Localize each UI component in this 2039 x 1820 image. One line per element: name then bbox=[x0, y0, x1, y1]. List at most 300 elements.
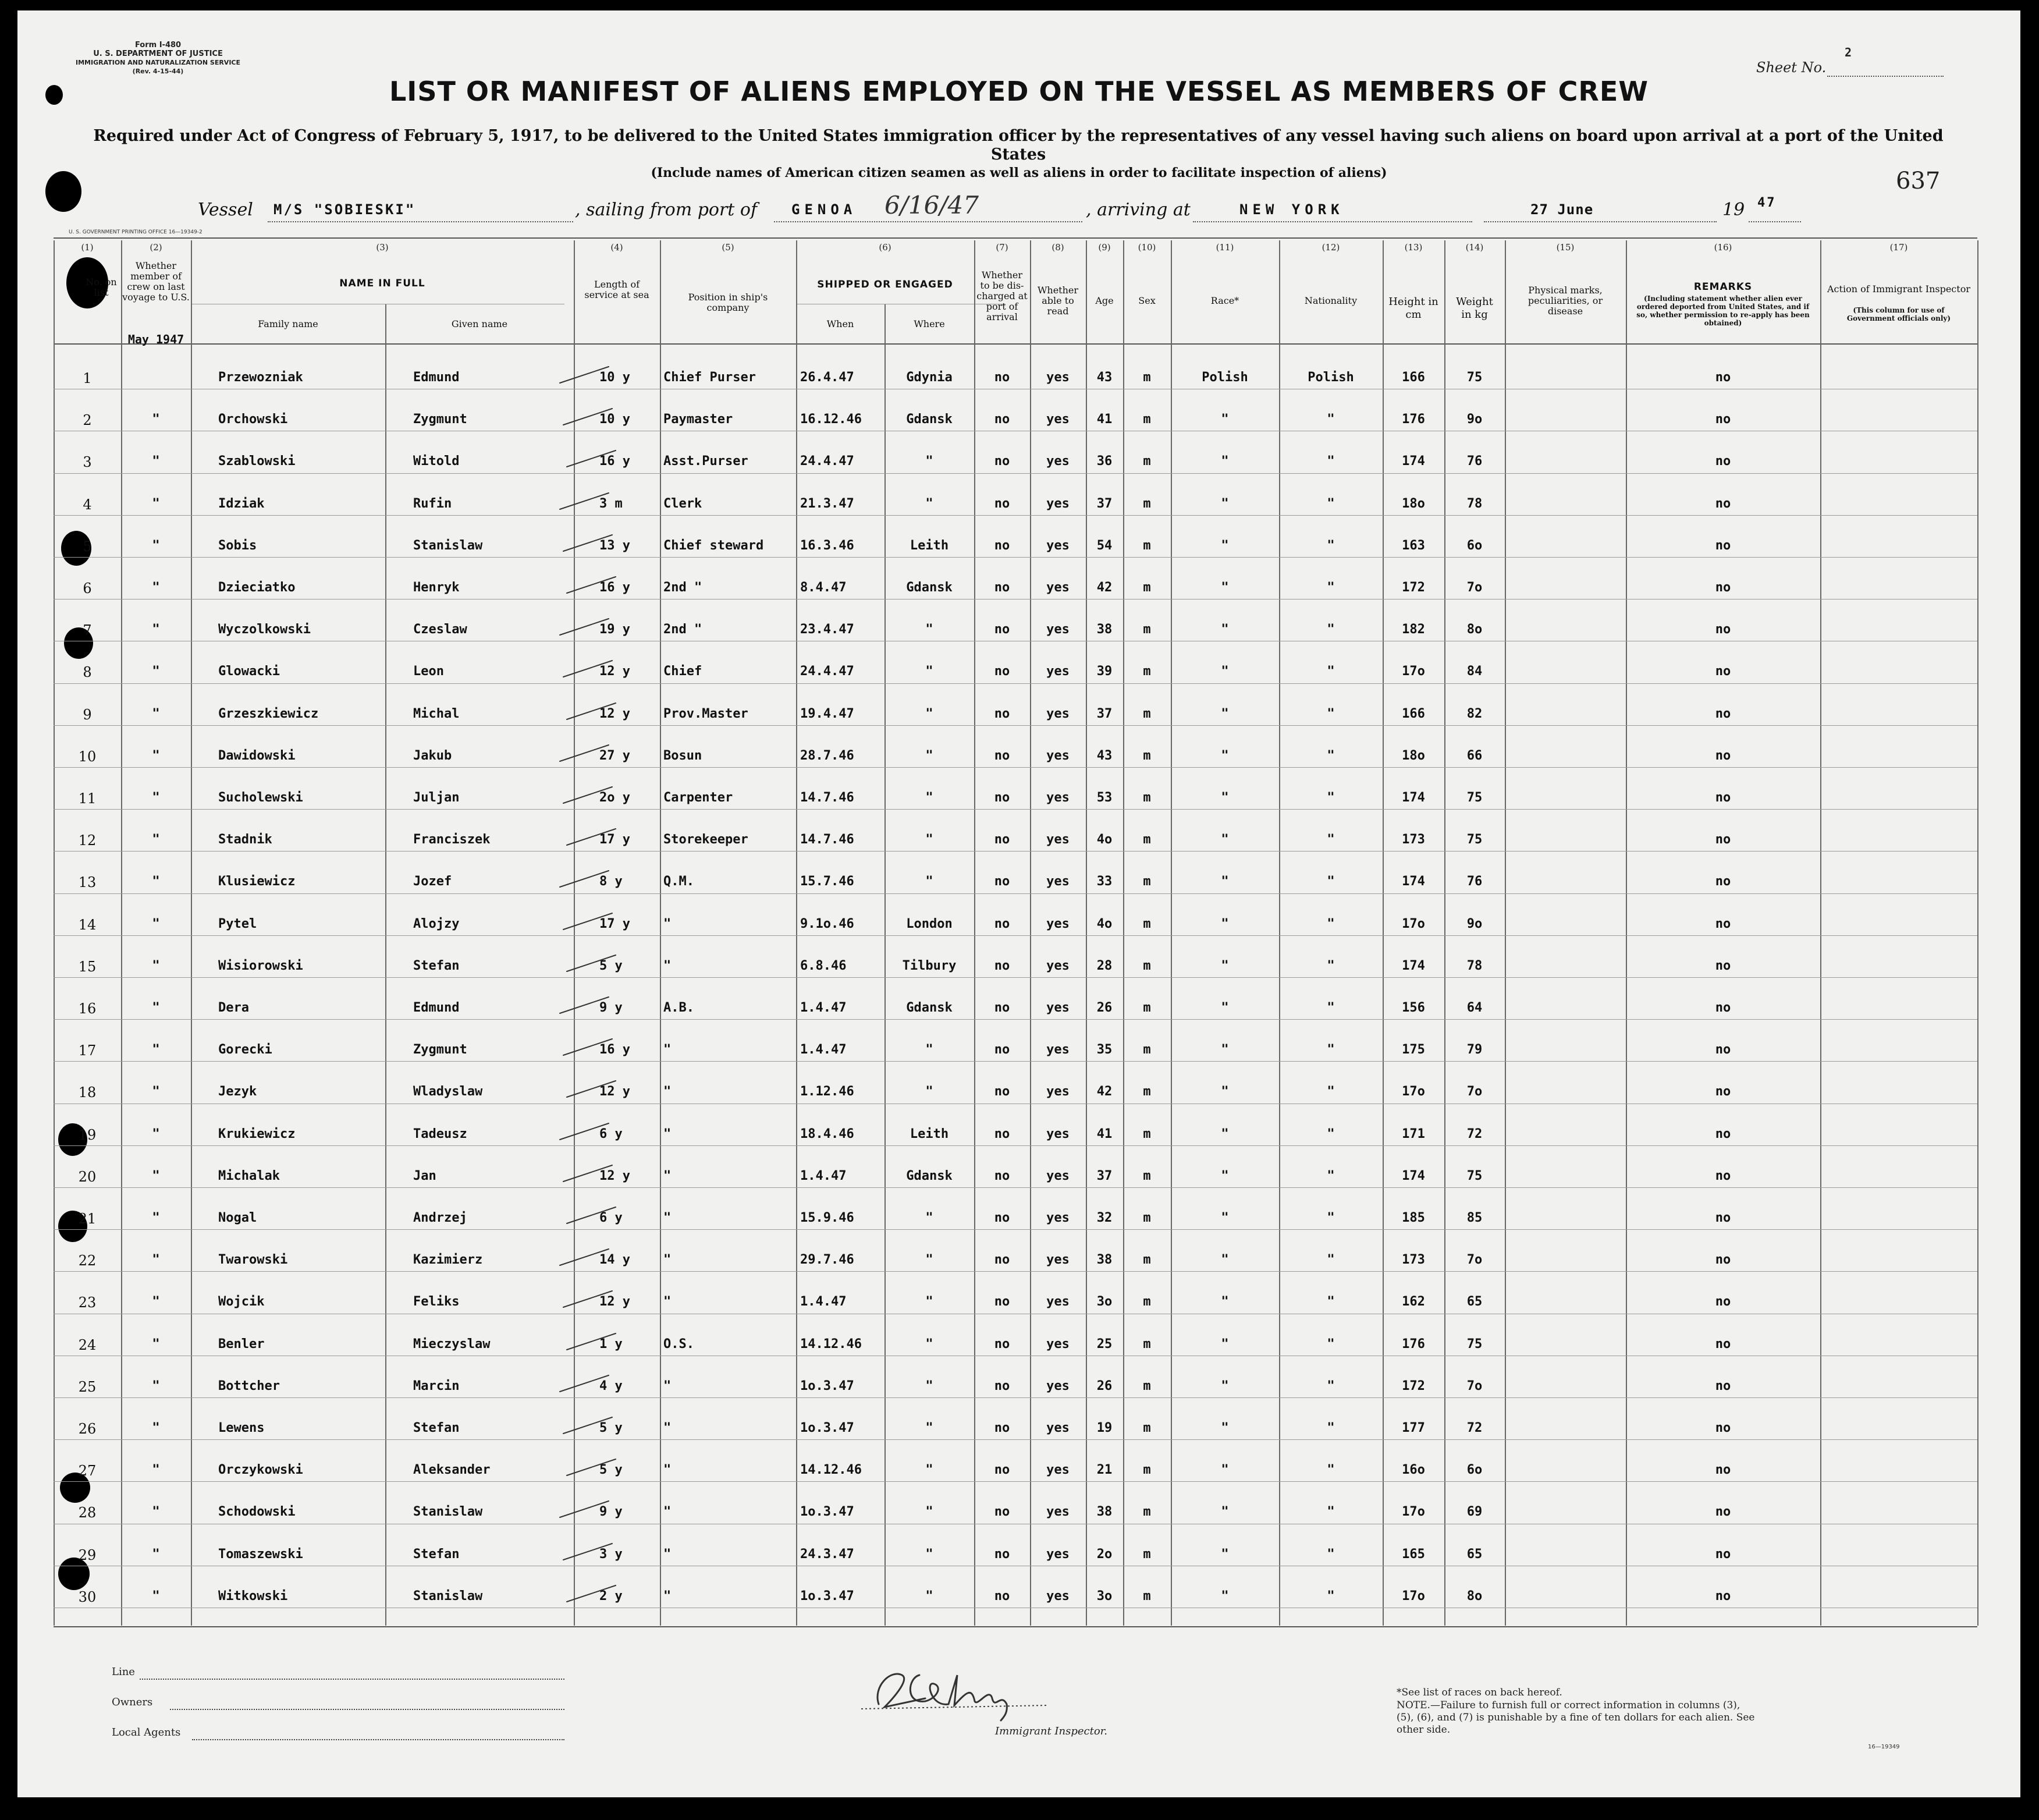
nationality: " bbox=[1327, 496, 1335, 511]
sex: m bbox=[1143, 958, 1151, 973]
weight: 72 bbox=[1466, 1126, 1483, 1141]
height: 172 bbox=[1402, 1378, 1425, 1393]
row-rule bbox=[54, 1439, 1977, 1440]
family-name: Sucholewski bbox=[218, 790, 303, 805]
col-num-11: (11) bbox=[1216, 242, 1234, 253]
age: 26 bbox=[1096, 1378, 1113, 1393]
able-to-read: yes bbox=[1046, 1546, 1070, 1562]
row-number: 29 bbox=[78, 1546, 97, 1563]
able-to-read: yes bbox=[1046, 1001, 1070, 1015]
able-to-read: yes bbox=[1046, 496, 1070, 511]
weight: 7o bbox=[1466, 580, 1483, 595]
footer-print-code: 16—19349 bbox=[1868, 1744, 1900, 1750]
position: " bbox=[663, 1168, 672, 1183]
header-height: Height in cm bbox=[1388, 296, 1438, 321]
shipped-where: " bbox=[925, 1211, 933, 1225]
discharged: no bbox=[994, 1378, 1010, 1393]
check-mark-icon bbox=[562, 1035, 614, 1059]
height: 162 bbox=[1402, 1294, 1425, 1310]
discharged: no bbox=[994, 454, 1010, 469]
check-mark-icon bbox=[566, 1204, 618, 1227]
height: 174 bbox=[1402, 454, 1425, 469]
able-to-read: yes bbox=[1046, 1253, 1070, 1268]
row-number: 13 bbox=[78, 874, 97, 891]
remarks: no bbox=[1715, 1126, 1731, 1141]
check-mark-icon bbox=[566, 1456, 618, 1479]
grid-line bbox=[1383, 240, 1384, 1626]
row-number: 9 bbox=[83, 706, 92, 723]
shipped-where: Gdansk bbox=[906, 1001, 953, 1015]
row-number: 22 bbox=[78, 1253, 97, 1269]
remarks: no bbox=[1715, 1084, 1731, 1099]
sex: m bbox=[1143, 370, 1151, 385]
shipped-when: 16.3.46 bbox=[800, 538, 854, 553]
race: " bbox=[1221, 1336, 1229, 1351]
shipped-where: " bbox=[925, 496, 933, 511]
check-mark-icon bbox=[562, 910, 614, 933]
weight: 9o bbox=[1466, 916, 1483, 931]
check-mark-icon bbox=[562, 783, 614, 807]
row-rule bbox=[54, 1145, 1977, 1146]
family-name: Witkowski bbox=[218, 1588, 288, 1603]
nationality: " bbox=[1327, 1253, 1335, 1268]
header-name-in-full: NAME IN FULL bbox=[339, 278, 425, 289]
row-rule bbox=[54, 1481, 1977, 1482]
shipped-when: 14.12.46 bbox=[800, 1463, 862, 1478]
grid-line bbox=[1977, 240, 1978, 1626]
row-rule bbox=[54, 515, 1977, 516]
page-subnote: (Include names of American citizen seamen as well as aliens in order to facilitate inspection of aliens) bbox=[651, 165, 1387, 180]
discharged: no bbox=[994, 1042, 1010, 1058]
sex: m bbox=[1143, 832, 1151, 847]
position: " bbox=[663, 958, 672, 973]
shipped-where: " bbox=[925, 454, 933, 469]
able-to-read: yes bbox=[1046, 706, 1070, 721]
height: 175 bbox=[1402, 1042, 1425, 1058]
vessel-name: M/S "SOBIESKI" bbox=[273, 201, 416, 218]
shipped-where: " bbox=[925, 1505, 933, 1520]
prior-voyage: " bbox=[152, 454, 160, 469]
prior-voyage: " bbox=[152, 1084, 160, 1099]
age: 42 bbox=[1096, 1084, 1113, 1099]
remarks: no bbox=[1715, 1421, 1731, 1435]
check-mark-icon bbox=[559, 1372, 611, 1395]
length-service: 2 y bbox=[599, 1588, 623, 1603]
sex: m bbox=[1143, 1463, 1151, 1478]
nationality: " bbox=[1327, 832, 1335, 847]
row-number: 27 bbox=[78, 1463, 97, 1480]
sex: m bbox=[1143, 706, 1151, 721]
sailing-label: , sailing from port of bbox=[575, 200, 758, 220]
sex: m bbox=[1143, 580, 1151, 595]
row-number: 12 bbox=[78, 832, 97, 849]
grid-line bbox=[191, 240, 192, 1626]
remarks: no bbox=[1715, 1253, 1731, 1268]
family-name: Dawidowski bbox=[218, 748, 296, 763]
given-name: Stanislaw bbox=[413, 1505, 483, 1520]
weight: 8o bbox=[1466, 1588, 1483, 1603]
height: 173 bbox=[1402, 832, 1425, 847]
sex: m bbox=[1143, 1505, 1151, 1520]
col-num-9: (9) bbox=[1098, 242, 1111, 253]
remarks: no bbox=[1715, 664, 1731, 679]
weight: 65 bbox=[1466, 1294, 1483, 1310]
age: 3o bbox=[1096, 1588, 1113, 1603]
given-name: Franciszek bbox=[413, 832, 491, 847]
age: 4o bbox=[1096, 832, 1113, 847]
shipped-where: " bbox=[925, 1336, 933, 1351]
length-service: 17 y bbox=[599, 916, 630, 931]
row-number: 16 bbox=[78, 1001, 97, 1017]
row-rule bbox=[54, 473, 1977, 474]
row-number: 25 bbox=[78, 1378, 97, 1395]
shipped-when: 1.4.47 bbox=[800, 1294, 847, 1310]
position: Chief steward bbox=[663, 538, 764, 553]
nationality: " bbox=[1327, 1336, 1335, 1351]
remarks: no bbox=[1715, 454, 1731, 469]
height: 165 bbox=[1402, 1546, 1425, 1562]
sex: m bbox=[1143, 1378, 1151, 1393]
position: Chief Purser bbox=[663, 370, 756, 385]
position: " bbox=[663, 1211, 672, 1225]
family-name: Dera bbox=[218, 1001, 249, 1015]
race: " bbox=[1221, 1001, 1229, 1015]
row-rule bbox=[54, 725, 1977, 726]
remarks: no bbox=[1715, 832, 1731, 847]
remarks: no bbox=[1715, 1336, 1731, 1351]
able-to-read: yes bbox=[1046, 580, 1070, 595]
sex: m bbox=[1143, 1126, 1151, 1141]
shipped-when: 26.4.47 bbox=[800, 370, 854, 385]
given-name: Stefan bbox=[413, 1546, 460, 1562]
shipped-when: 24.4.47 bbox=[800, 664, 854, 679]
race: " bbox=[1221, 958, 1229, 973]
check-mark-icon bbox=[559, 1246, 611, 1269]
header-when: When bbox=[826, 318, 854, 329]
check-mark-icon bbox=[562, 1540, 614, 1563]
nationality: " bbox=[1327, 1126, 1335, 1141]
shipped-where: Gdansk bbox=[906, 1168, 953, 1183]
shipped-where: Gdynia bbox=[906, 370, 953, 385]
nationality: " bbox=[1327, 1463, 1335, 1478]
position: Bosun bbox=[663, 748, 702, 763]
age: 38 bbox=[1096, 1505, 1113, 1520]
family-name: Wyczolkowski bbox=[218, 622, 311, 637]
form-revision: (Rev. 4-15-44) bbox=[132, 68, 184, 75]
length-service: 13 y bbox=[599, 538, 630, 553]
footer-line-label: Line bbox=[112, 1666, 135, 1678]
row-rule bbox=[54, 1271, 1977, 1272]
age: 42 bbox=[1096, 580, 1113, 595]
weight: 76 bbox=[1466, 454, 1483, 469]
given-name: Tadeusz bbox=[413, 1126, 467, 1141]
footer-agents-label: Local Agents bbox=[112, 1726, 181, 1739]
check-mark-icon bbox=[562, 1287, 614, 1311]
header-remarks: REMARKS bbox=[1693, 281, 1753, 293]
prior-voyage: " bbox=[152, 1421, 160, 1435]
race: " bbox=[1221, 1588, 1229, 1603]
row-rule bbox=[54, 1019, 1977, 1020]
shipped-where: Leith bbox=[910, 538, 949, 553]
weight: 64 bbox=[1466, 1001, 1483, 1015]
header-age: Age bbox=[1095, 295, 1114, 306]
shipped-when: 29.7.46 bbox=[800, 1253, 854, 1268]
row-number: 11 bbox=[78, 790, 97, 807]
length-service: 9 y bbox=[599, 1001, 623, 1015]
grid-line bbox=[1279, 240, 1280, 1626]
position: 2nd " bbox=[663, 622, 702, 637]
row-rule bbox=[54, 935, 1977, 936]
height: 185 bbox=[1402, 1211, 1425, 1225]
able-to-read: yes bbox=[1046, 1463, 1070, 1478]
race: " bbox=[1221, 1211, 1229, 1225]
length-service: 5 y bbox=[599, 1421, 623, 1435]
check-mark-icon bbox=[566, 573, 618, 597]
sex: m bbox=[1143, 622, 1151, 637]
family-name: Dzieciatko bbox=[218, 580, 296, 595]
shipped-when: 1o.3.47 bbox=[800, 1588, 854, 1603]
race: " bbox=[1221, 874, 1229, 889]
race: " bbox=[1221, 412, 1229, 427]
row-number: 4 bbox=[83, 496, 92, 513]
weight: 75 bbox=[1466, 832, 1483, 847]
family-name: Lewens bbox=[218, 1421, 265, 1435]
shipped-where: Leith bbox=[910, 1126, 949, 1141]
shipped-when: 15.9.46 bbox=[800, 1211, 854, 1225]
position: Storekeeper bbox=[663, 832, 748, 847]
grid-line bbox=[1086, 240, 1087, 1626]
age: 37 bbox=[1096, 706, 1113, 721]
row-rule bbox=[54, 557, 1977, 558]
length-service: 6 y bbox=[599, 1126, 623, 1141]
check-mark-icon bbox=[559, 1498, 611, 1521]
race: " bbox=[1221, 454, 1229, 469]
prior-voyage: " bbox=[152, 1126, 160, 1141]
remarks: no bbox=[1715, 538, 1731, 553]
remarks: no bbox=[1715, 1001, 1731, 1015]
sex: m bbox=[1143, 874, 1151, 889]
position: O.S. bbox=[663, 1336, 694, 1351]
weight: 85 bbox=[1466, 1211, 1483, 1225]
height: 176 bbox=[1402, 1336, 1425, 1351]
row-rule bbox=[54, 851, 1977, 852]
shipped-when: 1.4.47 bbox=[800, 1042, 847, 1058]
race: " bbox=[1221, 916, 1229, 931]
check-mark-icon bbox=[562, 405, 614, 428]
row-number: 3 bbox=[83, 454, 92, 471]
family-name: Benler bbox=[218, 1336, 265, 1351]
shipped-where: " bbox=[925, 1546, 933, 1562]
family-name: Glowacki bbox=[218, 664, 280, 679]
nationality: Polish bbox=[1308, 370, 1354, 385]
shipped-when: 28.7.46 bbox=[800, 748, 854, 763]
nationality: " bbox=[1327, 706, 1335, 721]
check-mark-icon bbox=[566, 1077, 618, 1101]
nationality: " bbox=[1327, 1546, 1335, 1562]
discharged: no bbox=[994, 1336, 1010, 1351]
discharged: no bbox=[994, 1588, 1010, 1603]
position: " bbox=[663, 1126, 672, 1141]
length-service: 16 y bbox=[599, 1042, 630, 1058]
race: " bbox=[1221, 1505, 1229, 1520]
race: " bbox=[1221, 1378, 1229, 1393]
form-service: IMMIGRATION AND NATURALIZATION SERVICE bbox=[76, 59, 241, 66]
prior-voyage: " bbox=[152, 874, 160, 889]
prior-voyage: " bbox=[152, 496, 160, 511]
shipped-when: 21.3.47 bbox=[800, 496, 854, 511]
grid-line bbox=[1123, 240, 1124, 1626]
discharged: no bbox=[994, 958, 1010, 973]
given-name: Zygmunt bbox=[413, 412, 467, 427]
given-name: Witold bbox=[413, 454, 460, 469]
height: 177 bbox=[1402, 1421, 1425, 1435]
able-to-read: yes bbox=[1046, 1168, 1070, 1183]
shipped-where: " bbox=[925, 1294, 933, 1310]
shipped-where: " bbox=[925, 832, 933, 847]
remarks: no bbox=[1715, 1378, 1731, 1393]
sex: m bbox=[1143, 1084, 1151, 1099]
discharged: no bbox=[994, 790, 1010, 805]
weight: 65 bbox=[1466, 1546, 1483, 1562]
grid-line bbox=[796, 240, 797, 1626]
col-num-6: (6) bbox=[879, 242, 891, 253]
age: 39 bbox=[1096, 664, 1113, 679]
reference-number: 637 bbox=[1896, 168, 1941, 194]
position: " bbox=[663, 1084, 672, 1099]
remarks: no bbox=[1715, 496, 1731, 511]
page-subtitle: Required under Act of Congress of February 5, 1917, to be delivered to the United States immigration officer by the representatives of any vessel having such aliens on board upon arrival at a port of the United States bbox=[93, 127, 1944, 164]
age: 28 bbox=[1096, 958, 1113, 973]
shipped-where: " bbox=[925, 1588, 933, 1603]
position: " bbox=[663, 1505, 672, 1520]
family-name: Gorecki bbox=[218, 1042, 272, 1058]
length-service: 16 y bbox=[599, 580, 630, 595]
shipped-when: 1.12.46 bbox=[800, 1084, 854, 1099]
shipped-where: " bbox=[925, 1421, 933, 1435]
position: " bbox=[663, 1042, 672, 1058]
race: " bbox=[1221, 1168, 1229, 1183]
family-name: Klusiewicz bbox=[218, 874, 296, 889]
able-to-read: yes bbox=[1046, 874, 1070, 889]
prior-voyage: " bbox=[152, 1001, 160, 1015]
col-num-14: (14) bbox=[1465, 242, 1484, 253]
race: " bbox=[1221, 1126, 1229, 1141]
grid-line bbox=[1444, 240, 1445, 1626]
header-no-on-list: No. on list bbox=[86, 276, 117, 298]
weight: 6o bbox=[1466, 1463, 1483, 1478]
inspector-label: Immigrant Inspector. bbox=[995, 1725, 1108, 1737]
given-name: Henryk bbox=[413, 580, 460, 595]
prior-voyage: " bbox=[152, 622, 160, 637]
nationality: " bbox=[1327, 1378, 1335, 1393]
sex: m bbox=[1143, 790, 1151, 805]
length-service: 12 y bbox=[599, 1084, 630, 1099]
discharged: no bbox=[994, 664, 1010, 679]
able-to-read: yes bbox=[1046, 622, 1070, 637]
weight: 76 bbox=[1466, 874, 1483, 889]
prior-voyage: " bbox=[152, 748, 160, 763]
prior-voyage: " bbox=[152, 664, 160, 679]
remarks: no bbox=[1715, 622, 1731, 637]
able-to-read: yes bbox=[1046, 1294, 1070, 1310]
departure-date-handwritten: 6/16/47 bbox=[884, 191, 979, 219]
check-mark-icon bbox=[566, 447, 618, 470]
able-to-read: yes bbox=[1046, 1588, 1070, 1603]
prior-voyage: " bbox=[152, 832, 160, 847]
page-title: LIST OR MANIFEST OF ALIENS EMPLOYED ON THE VESSEL AS MEMBERS OF CREW bbox=[389, 76, 1649, 107]
age: 21 bbox=[1096, 1463, 1113, 1478]
sex: m bbox=[1143, 454, 1151, 469]
able-to-read: yes bbox=[1046, 916, 1070, 931]
given-name: Jan bbox=[413, 1168, 436, 1183]
family-name: Orczykowski bbox=[218, 1463, 303, 1478]
given-name: Leon bbox=[413, 664, 444, 679]
length-service: 5 y bbox=[599, 958, 623, 973]
prior-voyage: " bbox=[152, 916, 160, 931]
shipped-when: 24.3.47 bbox=[800, 1546, 854, 1562]
sex: m bbox=[1143, 1042, 1151, 1058]
position: Asst.Purser bbox=[663, 454, 748, 469]
length-service: 4 y bbox=[599, 1378, 623, 1393]
given-name: Wladyslaw bbox=[413, 1084, 483, 1099]
row-rule bbox=[54, 1061, 1977, 1062]
nationality: " bbox=[1327, 1294, 1335, 1310]
weight: 84 bbox=[1466, 664, 1483, 679]
family-name: Michalak bbox=[218, 1168, 280, 1183]
length-service: 17 y bbox=[599, 832, 630, 847]
remarks: no bbox=[1715, 370, 1731, 385]
prior-voyage: " bbox=[152, 790, 160, 805]
length-service: 12 y bbox=[599, 1294, 630, 1310]
header-action-note: (This column for use of Government officials only) bbox=[1846, 306, 1951, 322]
grid-line bbox=[1505, 240, 1506, 1626]
age: 41 bbox=[1096, 412, 1113, 427]
discharged: no bbox=[994, 1168, 1010, 1183]
prior-voyage: " bbox=[152, 958, 160, 973]
height: 18o bbox=[1402, 748, 1425, 763]
height: 166 bbox=[1402, 370, 1425, 385]
nationality: " bbox=[1327, 454, 1335, 469]
row-rule bbox=[54, 893, 1977, 894]
weight: 7o bbox=[1466, 1084, 1483, 1099]
age: 38 bbox=[1096, 1253, 1113, 1268]
vessel-label: Vessel bbox=[198, 200, 253, 220]
position: " bbox=[663, 1463, 672, 1478]
shipped-when: 1.4.47 bbox=[800, 1168, 847, 1183]
weight: 7o bbox=[1466, 1253, 1483, 1268]
able-to-read: yes bbox=[1046, 790, 1070, 805]
given-name: Edmund bbox=[413, 370, 460, 385]
row-number: 20 bbox=[78, 1168, 97, 1185]
footer-line-rule bbox=[140, 1679, 564, 1680]
family-name: Twarowski bbox=[218, 1253, 288, 1268]
col-num-3: (3) bbox=[376, 242, 389, 253]
race: " bbox=[1221, 748, 1229, 763]
discharged: no bbox=[994, 1421, 1010, 1435]
race: " bbox=[1221, 496, 1229, 511]
family-name: Schodowski bbox=[218, 1505, 296, 1520]
check-mark-icon bbox=[559, 1120, 611, 1143]
race: " bbox=[1221, 1084, 1229, 1099]
sheet-number-value: 2 bbox=[1845, 45, 1852, 59]
remarks: no bbox=[1715, 412, 1731, 427]
able-to-read: yes bbox=[1046, 832, 1070, 847]
height: 182 bbox=[1402, 622, 1425, 637]
shipped-where: Gdansk bbox=[906, 580, 953, 595]
length-service: 1 y bbox=[599, 1336, 623, 1351]
family-name: Krukiewicz bbox=[218, 1126, 296, 1141]
discharged: no bbox=[994, 1001, 1010, 1015]
